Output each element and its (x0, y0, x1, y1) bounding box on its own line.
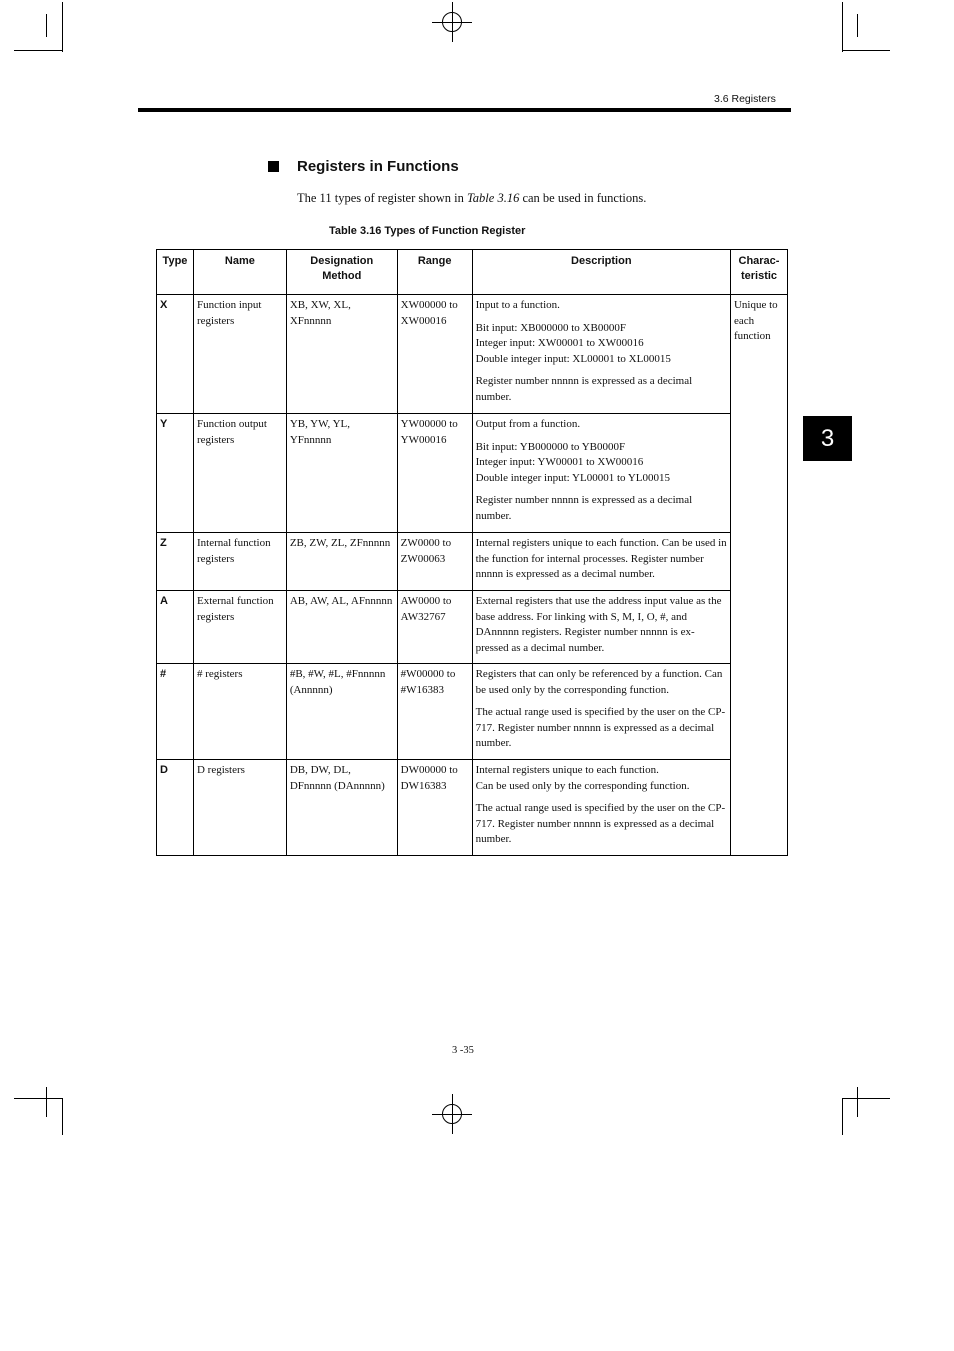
cell-name: External function registers (193, 591, 286, 664)
cell-range: YW00000 to YW00016 (397, 414, 472, 533)
registration-mark-top-h (432, 22, 472, 23)
crop-mark-bottom-left-v2 (46, 1087, 47, 1117)
cell-type: Y (157, 414, 194, 533)
cell-designation: ZB, ZW, ZL, ZFnnnnn (286, 533, 397, 591)
header-char-line1: Charac- (738, 255, 780, 267)
register-table (156, 249, 788, 856)
square-bullet-icon (268, 161, 279, 172)
crop-mark-top-left-h (14, 50, 63, 51)
table-row (157, 664, 788, 760)
cell-designation: DB, DW, DL, DFnnnnn (DAnnnnn) (286, 760, 397, 856)
cell-name: Internal function registers (193, 533, 286, 591)
header-type: Type (157, 250, 194, 295)
table-header-row (157, 250, 788, 295)
header-designation-line1: Designation (310, 255, 374, 267)
chapter-tab: 3 (803, 416, 852, 461)
cell-name: # registers (193, 664, 286, 760)
cell-range: #W00000 to #W16383 (397, 664, 472, 760)
cell-designation: AB, AW, AL, AFnnnnn (286, 591, 397, 664)
crop-mark-bottom-left-h (14, 1098, 63, 1099)
table-caption: Table 3.16 Types of Function Register (329, 225, 526, 237)
cell-type: A (157, 591, 194, 664)
cell-designation: XB, XW, XL, XFnnnnn (286, 295, 397, 414)
cell-range: ZW0000 to ZW00063 (397, 533, 472, 591)
description-paragraph: Register number nnnnn is expressed as a decimal number. (475, 375, 693, 403)
crop-mark-bottom-left-v (62, 1098, 63, 1135)
crop-mark-top-right-h (842, 50, 890, 51)
description-paragraph: Internal registers unique to each function. Can be used in the function for internal processes. Register number nnnnn is expressed as a decimal number. (475, 537, 727, 580)
characteristic-line: Unique to (733, 299, 778, 311)
cell-range: AW0000 to AW32767 (397, 591, 472, 664)
header-rule (138, 108, 791, 112)
cell-designation: #B, #W, #L, #Fnnnnn (Annnnn) (286, 664, 397, 760)
table-row (157, 591, 788, 664)
cell-range: XW00000 to XW00016 (397, 295, 472, 414)
crop-mark-top-left-v2 (46, 14, 47, 37)
header-characteristic (730, 250, 787, 295)
header-name: Name (193, 250, 286, 295)
registration-mark-bottom-h (432, 1114, 472, 1115)
cell-type: # (157, 664, 194, 760)
description-paragraph: Register number nnnnn is expressed as a decimal number. (475, 494, 693, 522)
intro-before: The 11 types of register shown in (297, 191, 467, 205)
intro-table-ref: Table 3.16 (467, 191, 520, 205)
cell-description (472, 591, 730, 664)
cell-type: Z (157, 533, 194, 591)
description-paragraph: Input to a function. (475, 299, 560, 311)
header-description: Description (472, 250, 730, 295)
cell-type: X (157, 295, 194, 414)
header-range: Range (397, 250, 472, 295)
description-paragraph: The actual range used is specified by the user on the CP-717. Register number nnnnn is expressed as a decimal number. (475, 802, 726, 845)
cell-name: Function output registers (193, 414, 286, 533)
header-designation (286, 250, 397, 295)
cell-name: Function input registers (193, 295, 286, 414)
intro-paragraph (297, 191, 646, 206)
table-row (157, 414, 788, 533)
crop-mark-top-right-v (842, 2, 843, 52)
table-row (157, 760, 788, 856)
description-paragraph: Internal registers unique to each function. Can be used only by the corresponding function. (475, 764, 690, 792)
description-paragraph: External registers that use the address input value as the base address. For linking with S, M, I, O, #, and DAnnnnn registers. Register number nnnnn is ex-pressed as a decimal number. (475, 595, 722, 654)
section-title-text: Registers in Functions (297, 158, 459, 175)
cell-description (472, 533, 730, 591)
table-row (157, 533, 788, 591)
characteristic-line: function (733, 330, 771, 342)
intro-after: can be used in functions. (519, 191, 647, 205)
table-row (157, 295, 788, 414)
cell-designation: YB, YW, YL, YFnnnnn (286, 414, 397, 533)
header-designation-line2: Method (322, 270, 362, 282)
cell-characteristic (730, 295, 787, 856)
description-paragraph: Registers that can only be referenced by a function. Can be used only by the corresponding function. (475, 668, 723, 696)
cell-description (472, 664, 730, 760)
header-char-line2: teristic (740, 270, 778, 282)
description-paragraph: Bit input: YB000000 to YB0000F Integer input: YW00001 to XW00016 Double integer input: YL00001 to YL00015 (475, 440, 671, 484)
cell-description (472, 295, 730, 414)
crop-mark-top-left-v (62, 2, 63, 52)
characteristic-line: each (733, 314, 755, 327)
running-header: 3.6 Registers (714, 93, 776, 105)
cell-range: DW00000 to DW16383 (397, 760, 472, 856)
cell-type: D (157, 760, 194, 856)
crop-mark-bottom-right-v2 (857, 1087, 858, 1117)
cell-description (472, 414, 730, 533)
cell-description (472, 760, 730, 856)
cell-name: D registers (193, 760, 286, 856)
crop-mark-bottom-right-h (842, 1098, 890, 1099)
description-paragraph: The actual range used is specified by the user on the CP-717. Register number nnnnn is expressed as a decimal number. (475, 706, 726, 749)
crop-mark-bottom-right-v (842, 1098, 843, 1135)
section-title (268, 158, 459, 175)
page-number: 3 -35 (452, 1045, 474, 1056)
description-paragraph: Output from a function. (475, 418, 581, 430)
description-paragraph: Bit input: XB000000 to XB0000F Integer input: XW00001 to XW00016 Double integer input: XL00001 to XL00015 (475, 321, 671, 365)
crop-mark-top-right-v2 (857, 14, 858, 37)
